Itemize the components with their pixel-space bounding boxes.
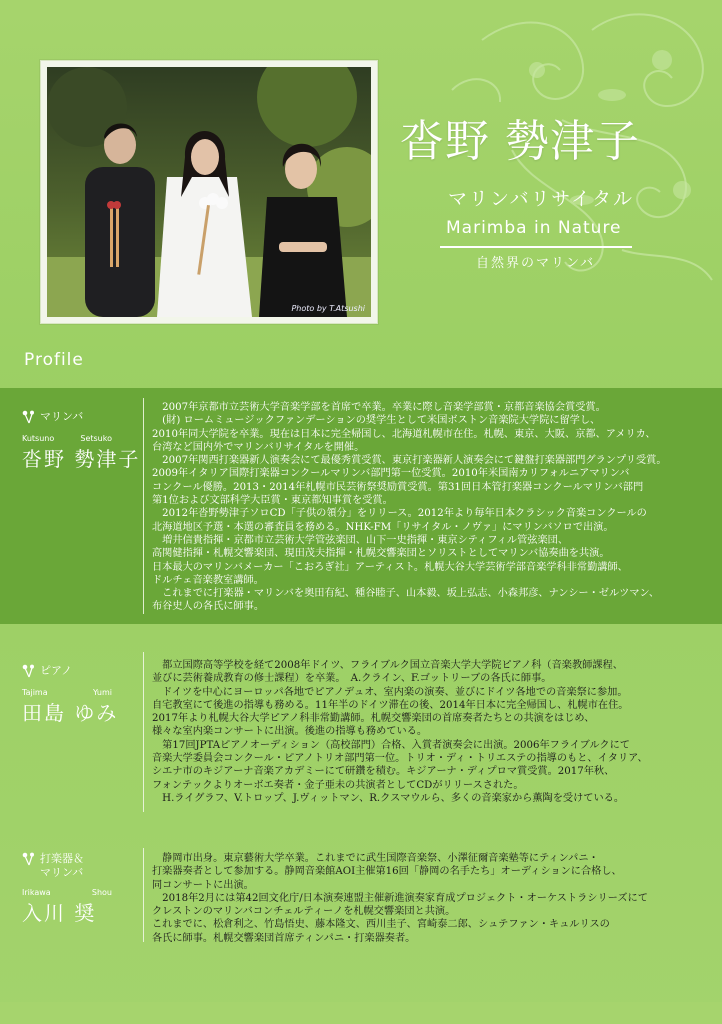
performer-1-info xyxy=(22,410,147,472)
performer-1-bio xyxy=(152,401,712,614)
bio-line: 静岡市出身。東京藝術大学卒業。これまでに武生国際音楽祭、小澤征爾音楽塾等にティンパニ・ xyxy=(152,853,599,864)
bio-line: 第1位および文部科学大臣賞・東京都知事賞を受賞。 xyxy=(152,495,393,507)
bio-line: 音楽大学委員会コンクール・ピアノトリオ部門第一位。トリオ・ディ・トリエステの指導のもと、イタリア、 xyxy=(152,753,648,765)
performer-3-role-label-2: マリンバ xyxy=(40,866,84,879)
bio-line: 同コンサートに出演。 xyxy=(152,879,254,891)
bio-line: (財) ロームミュージックファンデーションの奨学生として米国ボストン音楽院大学院に留学し、 xyxy=(152,415,601,427)
mallet-icon xyxy=(22,664,36,678)
bio-line: 2007年関西打楽器新人演奏会にて最優秀賞受賞、東京打楽器新人演奏会にて鍵盤打楽器部門グランプリ受賞。 xyxy=(152,455,667,467)
bio-line: 2018年2月には第42回文化庁/日本演奏連盟主催新進演奏家育成プロジェクト・オーケストラシリーズにて xyxy=(152,892,648,904)
performer-1-role-label: マリンバ xyxy=(40,410,84,423)
bio-line: 都立国際高等学校を経て2008年ドイツ、フライブルク国立音楽大学大学院ピアノ科（音楽教師課程、 xyxy=(152,660,623,671)
bio-line: 増井信貴指揮・京都市立芸術大学管弦楽団、山下一史指揮・東京シティフィル管弦楽団、 xyxy=(152,534,569,546)
bio-line: これまでに打楽器・マリンバを奥田有紀、種谷睦子、山本毅、坂上弘志、小森邦彦、ナンシー・ゼルツマン、 xyxy=(152,588,660,600)
bio-line: クレストンのマリンバコンチェルティーノを札幌交響楽団と共演。 xyxy=(152,906,456,918)
bio-line: 高関健指揮・札幌交響楽団、現田茂夫指揮・札幌交響楽団とソリストとしてマリンバ協奏曲を共演。 xyxy=(152,548,610,560)
performer-3-info xyxy=(22,852,147,926)
bio-line: コンクール優勝。2013・2014年札幌市民芸術祭奨励賞受賞。第31回日本管打楽器コンクールマリンバ部門 xyxy=(152,481,644,493)
profile-heading: Profile xyxy=(24,350,84,370)
performer-1-romaji-family: Kutsuno xyxy=(22,434,55,443)
bio-line: 2012年沓野勢津子ソロCD「子供の領分」をリリース。2012年より毎年日本クラシック音楽コンクールの xyxy=(152,508,647,520)
bio-line: 打楽器奏者として参加する。静岡音楽館AOI主催第16回「静岡の名手たち」オーディションに合格し、 xyxy=(152,866,622,878)
performer-3-bio xyxy=(152,852,712,945)
swirl-ornament xyxy=(362,0,722,340)
bio-line: ドイツを中心にヨーロッパ各地でピアノデュオ、室内楽の演奏、並びにドイツ各地での音楽祭に参加。 xyxy=(152,686,628,698)
photo-frame xyxy=(40,60,378,324)
title-divider xyxy=(440,246,632,248)
bio-line: 2017年より札幌大谷大学ピアノ科非常勤講師。札幌交響楽団の首席奏者たちとの共演をはじめ、 xyxy=(152,713,595,725)
performer-1-name: 沓野 勢津子 xyxy=(22,447,141,471)
bio-line: 第17回JPTAピアノオーディション（高校部門）合格、入賞者演奏会に出演。2006年フライブルクにて xyxy=(152,739,630,751)
bio-line: 自宅教室にて後進の指導も務める。11年半のドイツ滞在の後、2014年日本に完全帰国し、札幌市在住。 xyxy=(152,699,629,711)
performer-2-romaji-given: Yumi xyxy=(92,688,112,697)
bio-line: ドルチェ音楽教室講師。 xyxy=(152,574,264,586)
performer-2-bio xyxy=(152,659,712,805)
bio-line: 布谷史人の各氏に師事。 xyxy=(152,601,265,613)
performer-3-romaji-family: Irikawa xyxy=(22,888,51,897)
mallet-icon xyxy=(22,852,36,866)
performer-2-romaji xyxy=(22,688,112,697)
bio-line: 各氏に師事。札幌交響楽団首席ティンパニ・打楽器奏者。 xyxy=(152,932,416,944)
performer-3-romaji xyxy=(22,888,112,897)
bio-line: これまでに、松倉利之、竹島悟史、藤本隆文、西川圭子、宮崎泰二郎、シュテファン・キュルリスの xyxy=(152,919,610,931)
bio-line: 2009年イタリア国際打楽器コンクールマリンバ部門第一位受賞。2010年米国南カリフォルニアマリンバ xyxy=(152,468,630,480)
performers-photo-illustration xyxy=(47,67,371,317)
mallet-icon xyxy=(22,410,36,424)
bio-line: シエナ市のキジアーナ音楽アカデミーにて研鑽を積む。キジアーナ・ディプロマ賞受賞。2017年秋、 xyxy=(152,766,615,778)
performer-3-name: 入川 奨 xyxy=(22,901,97,925)
bio-line: フォンテックよりオーボエ奏者・金子亜未の共演者としてCDがリリースされた。 xyxy=(152,779,524,791)
performer-1-role xyxy=(22,410,147,424)
performer-2-romaji-family: Tajima xyxy=(22,688,48,697)
performer-3-romaji-given: Shou xyxy=(91,888,112,897)
english-title: Marimba in Nature xyxy=(446,218,622,238)
recital-subtitle: マリンバリサイタル xyxy=(448,188,634,210)
bio-line: 様々な室内楽コンサートに出演。後進の指導も務めている。 xyxy=(152,726,428,738)
bio-line: H.ライグラフ、V.トロップ、J.ヴィットマン、R.クスマウルら、多くの音楽家から薫陶を受けている。 xyxy=(152,792,625,804)
bio-line: 並びに芸術養成教育の修士課程）を卒業。 A.クライン、F.ゴットリーブの各氏に師事。 xyxy=(152,673,552,685)
bio-line: 日本最大のマリンバメーカー「こおろぎ社」アーティスト。札幌大谷大学芸術学部音楽学科非常勤講師、 xyxy=(152,561,628,573)
performer-1-romaji-given: Setsuko xyxy=(80,434,112,443)
performers-photo xyxy=(47,67,371,317)
photo-credit: Photo by T.Atsushi xyxy=(291,304,365,313)
title-caption: 自然界のマリンバ xyxy=(476,256,596,271)
bio-line: 2010年同大学院を卒業。現在は日本に完全帰国し、北海道札幌市在住。札幌、東京、大阪、京都、アメリカ、 xyxy=(152,428,656,440)
bio-line: 2007年京都市立芸術大学音楽学部を首席で卒業。卒業に際し音楽学部賞・京都音楽協会賞受賞。 xyxy=(152,402,606,413)
page-title: 沓野 勢津子 xyxy=(400,116,640,167)
performer-2-info xyxy=(22,664,147,726)
performer-2-role-label: ピアノ xyxy=(40,664,73,677)
performer-2-role xyxy=(22,664,147,678)
bio-line: 北海道地区予選・本選の審査員を務める。NHK-FM「リサイタル・ノヴァ」にマリンバソロで出演。 xyxy=(152,521,614,533)
bio-line: 台湾など国内外でマリンバリサイタルを開催。 xyxy=(152,441,365,453)
performer-3-role-label-1: 打楽器＆ xyxy=(40,852,84,865)
performer-1-romaji xyxy=(22,434,112,443)
bottom-strip xyxy=(0,1002,722,1024)
performer-2-name: 田島 ゆみ xyxy=(22,701,119,725)
performer-3-role xyxy=(22,852,147,880)
title-block xyxy=(400,116,700,271)
